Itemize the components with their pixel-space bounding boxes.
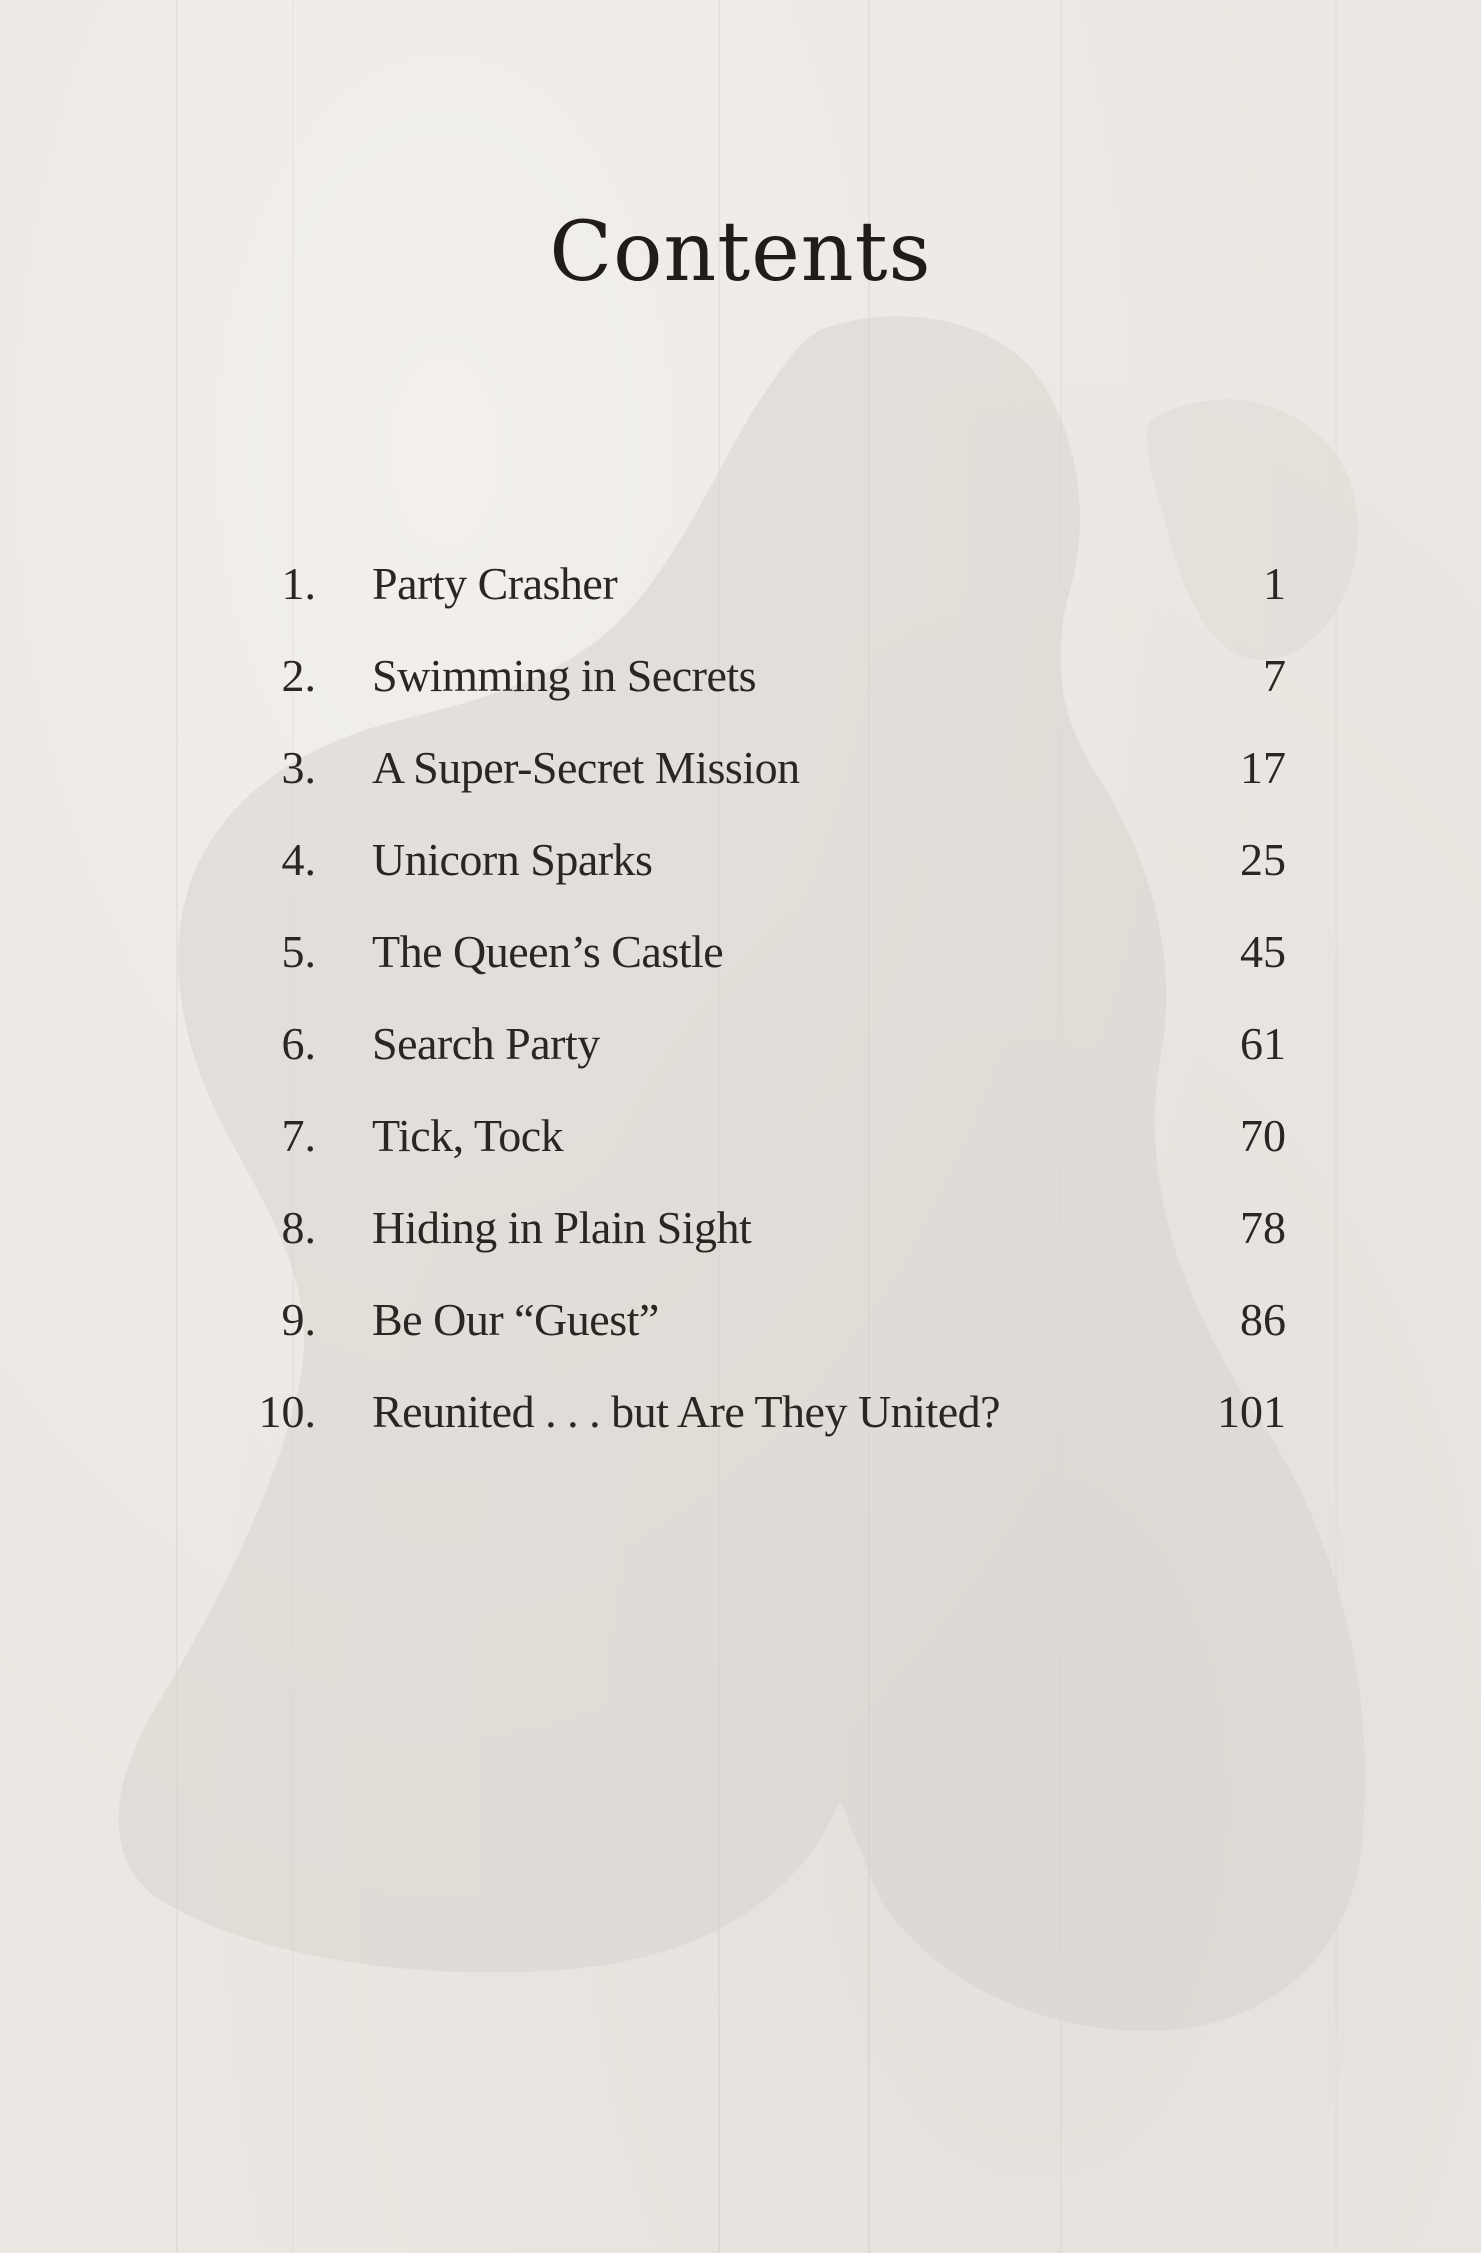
- chapter-title: Swimming in Secrets: [372, 650, 757, 701]
- toc-entry: [0, 1284, 1481, 1376]
- chapter-number: 3.: [281, 742, 316, 793]
- chapter-number: 6.: [281, 1018, 316, 1069]
- page-number: 78: [1240, 1202, 1286, 1253]
- table-of-contents: [0, 548, 1481, 1468]
- page-number: 101: [1217, 1386, 1286, 1437]
- chapter-title: Party Crasher: [372, 558, 618, 609]
- toc-entry: [0, 824, 1481, 916]
- toc-entry: [0, 732, 1481, 824]
- page-number: 86: [1240, 1294, 1286, 1345]
- page-title: Contents: [549, 205, 932, 300]
- page-number: 7: [1263, 650, 1286, 701]
- page-number: 17: [1240, 742, 1286, 793]
- chapter-number: 4.: [281, 834, 316, 885]
- chapter-number: 5.: [281, 926, 316, 977]
- chapter-number: 7.: [281, 1110, 316, 1161]
- page-number: 61: [1240, 1018, 1286, 1069]
- page-number: 70: [1240, 1110, 1286, 1161]
- chapter-number: 10.: [258, 1386, 316, 1437]
- chapter-title: Be Our “Guest”: [372, 1294, 659, 1345]
- page-number: 25: [1240, 834, 1286, 885]
- toc-entry: [0, 548, 1481, 640]
- toc-entry: [0, 640, 1481, 732]
- toc-entry: [0, 1376, 1481, 1468]
- toc-entry: [0, 1192, 1481, 1284]
- chapter-title: Reunited . . . but Are They United?: [372, 1386, 1001, 1437]
- chapter-title: Tick, Tock: [372, 1110, 564, 1161]
- toc-entry: [0, 1008, 1481, 1100]
- page-number: 1: [1263, 558, 1286, 609]
- chapter-number: 2.: [281, 650, 316, 701]
- chapter-number: 1.: [281, 558, 316, 609]
- page-number: 45: [1240, 926, 1286, 977]
- chapter-number: 8.: [281, 1202, 316, 1253]
- toc-entry: [0, 1100, 1481, 1192]
- chapter-title: A Super-Secret Mission: [372, 742, 800, 793]
- chapter-title: Hiding in Plain Sight: [372, 1202, 752, 1253]
- chapter-title: Search Party: [372, 1018, 600, 1069]
- chapter-number: 9.: [281, 1294, 316, 1345]
- toc-entry: [0, 916, 1481, 1008]
- chapter-title: The Queen’s Castle: [372, 926, 724, 977]
- chapter-title: Unicorn Sparks: [372, 834, 653, 885]
